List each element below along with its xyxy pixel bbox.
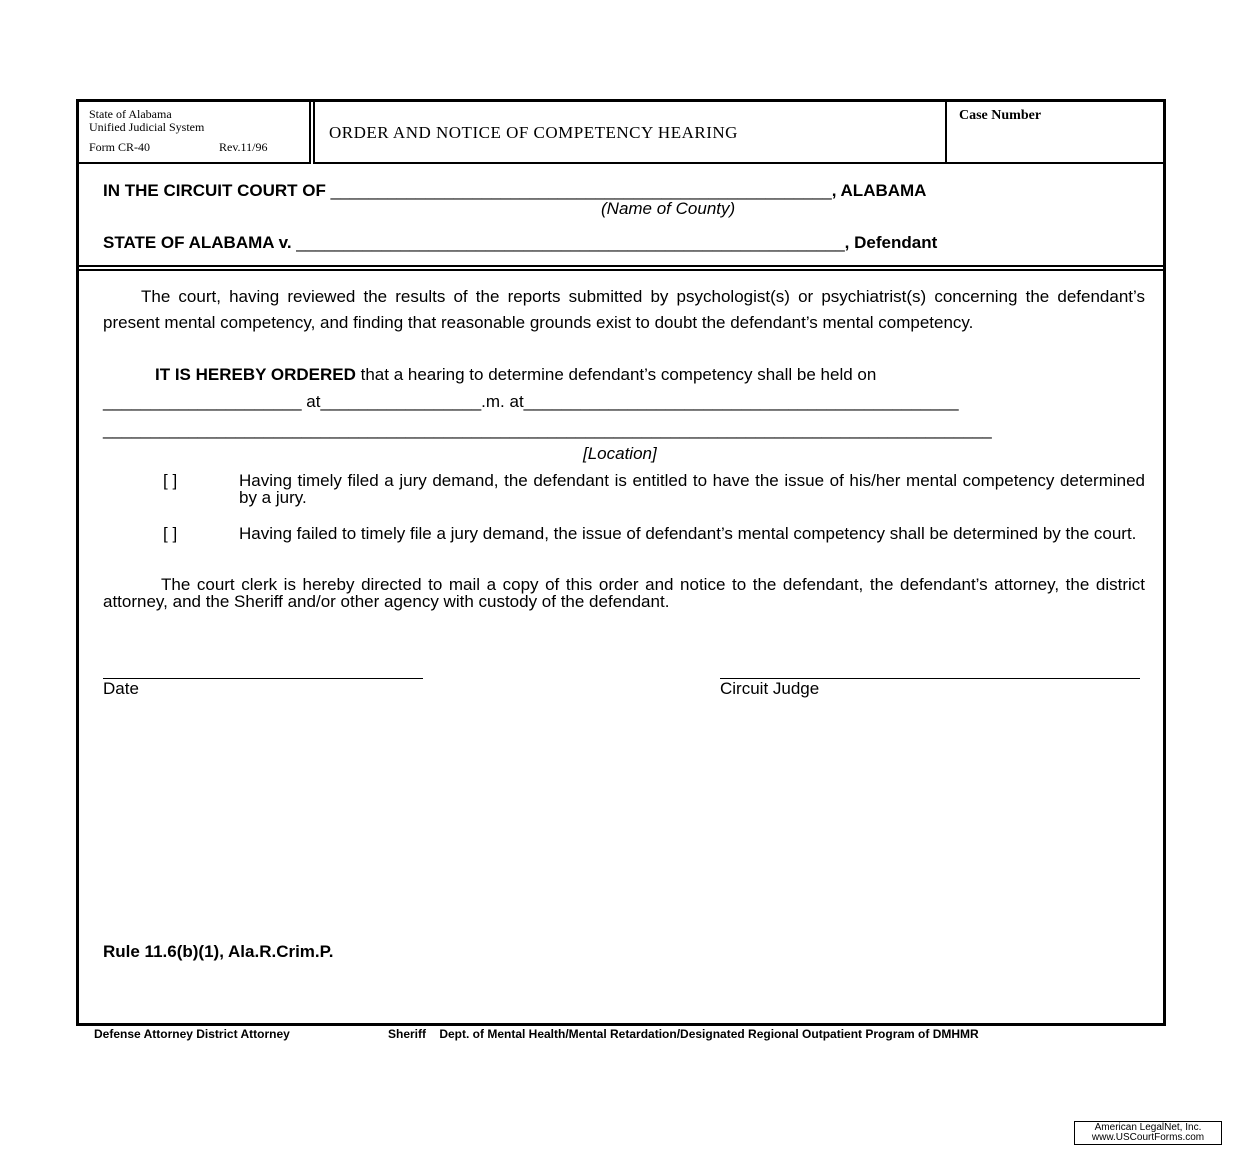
form-frame — [76, 99, 1166, 1026]
state-name: State of Alabama — [89, 107, 172, 121]
publisher-stamp — [1074, 1121, 1222, 1145]
jury-checkbox[interactable]: [ ] — [163, 471, 178, 490]
rule-citation: Rule 11.6(b)(1), Ala.R.Crim.P. — [103, 942, 334, 961]
hearing-datetime-fields[interactable]: _____________________ at_________________.m. at______________________________________________ — [103, 392, 959, 411]
section-divider-top — [79, 265, 1163, 267]
county-field[interactable]: _____________________________________________________ — [330, 181, 832, 200]
jury-option-text: Having timely filed a jury demand, the defendant is entitled to have the issue of his/her mental competency determined by a jury. — [239, 471, 1145, 507]
section-divider-bottom — [79, 269, 1163, 271]
clerk-paragraph: The court clerk is hereby directed to mail a copy of this order and notice to the defendant, the defendant’s attorney, the district attorney, and the Sheriff and/or other agency with custody of the defendant. — [103, 575, 1145, 611]
distribution-right: Sheriff Dept. of Mental Health/Mental Retardation/Designated Regional Outpatient Program of DMHMR — [388, 1027, 979, 1041]
stamp-line-1: American LegalNet, Inc. — [1094, 1122, 1202, 1133]
order-line — [155, 365, 876, 385]
form-title: ORDER AND NOTICE OF COMPETENCY HEARING — [329, 123, 738, 142]
findings-paragraph: The court, having reviewed the results of the reports submitted by psychologist(s) or psychiatrist(s) concerning the defendant’s present mental competency, and finding that reasonable grounds exist to doubt the defendant’s mental competency. — [103, 287, 1145, 332]
court-option-text: Having failed to timely file a jury demand, the issue of defendant’s mental competency shall be determined by the court. — [239, 524, 1137, 543]
date-signature-line[interactable] — [103, 678, 423, 679]
state-prefix: STATE OF ALABAMA v. — [103, 233, 292, 252]
stamp-line-2: www.USCourtForms.com — [1091, 1132, 1205, 1143]
title-box — [313, 102, 945, 164]
court-suffix: , ALABAMA — [831, 181, 927, 200]
court-line — [103, 181, 926, 201]
defendant-suffix: , Defendant — [844, 233, 938, 252]
court-prefix: IN THE CIRCUIT COURT OF — [103, 181, 326, 200]
form-revision: Rev.11/96 — [219, 140, 268, 154]
defendant-line — [103, 233, 937, 253]
location-hint: [Location] — [583, 444, 657, 463]
location-field[interactable]: ______________________________________________________________________________________________ — [103, 420, 992, 439]
distribution-left: Defense Attorney District Attorney — [94, 1027, 290, 1041]
judge-label: Circuit Judge — [720, 679, 820, 698]
judicial-system: Unified Judicial System — [89, 120, 205, 134]
order-bold: IT IS HEREBY ORDERED — [155, 365, 356, 384]
date-label: Date — [103, 679, 139, 698]
form-number: Form CR-40 — [89, 140, 151, 154]
court-checkbox[interactable]: [ ] — [163, 524, 178, 543]
form-id-box — [79, 102, 311, 164]
case-number-box[interactable] — [945, 102, 1165, 164]
order-rest: that a hearing to determine defendant’s competency shall be held on — [355, 365, 877, 384]
case-number-label: Case Number — [959, 108, 1042, 123]
county-hint: (Name of County) — [601, 199, 736, 218]
defendant-field[interactable]: __________________________________________________________ — [296, 233, 845, 252]
